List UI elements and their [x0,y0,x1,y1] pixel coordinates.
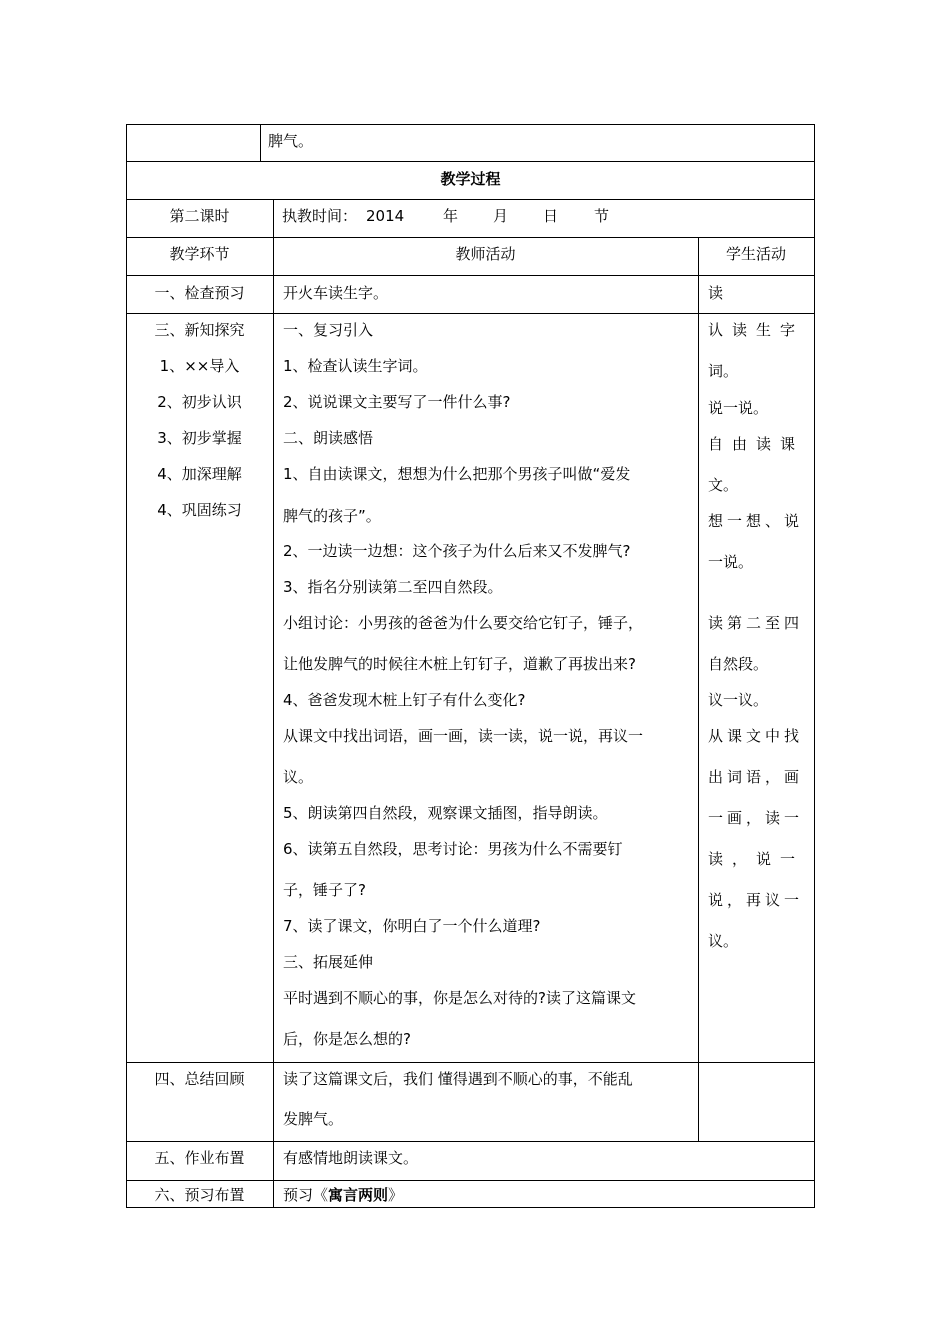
table-border [126,237,815,238]
table-border [126,1141,815,1142]
teacher-line: 三、拓展延伸 [283,953,374,971]
teacher-line: 脾气的孩子”。 [283,507,381,525]
row2-phase: 4、加深理解 [157,465,242,483]
row4-phase: 五、作业布置 [154,1149,245,1167]
row2-phase: 3、初步掌握 [157,429,242,447]
teacher-line: 发脾气。 [283,1110,344,1128]
student-line: 一说。 [708,553,754,571]
section-title: 教学过程 [440,170,501,188]
table-border [260,124,261,162]
preview-title: 寓言两则 [328,1186,389,1204]
table-border [126,124,815,125]
student-line: 自然段。 [708,655,769,673]
month-unit: 月 [493,207,509,225]
teacher-line: 2、说说课文主要写了一件什么事? [283,393,511,411]
teacher-line: 3、指名分别读第二至四自然段。 [283,578,503,596]
student-line: 认读生字 [708,321,805,339]
table-border [126,1207,815,1208]
day-unit: 日 [543,207,559,225]
preview-prefix: 预习《 [283,1186,329,1204]
lesson-label: 第二课时 [169,207,230,225]
year-unit: 年 [443,207,459,225]
header-teacher: 教师活动 [455,245,516,263]
student-line: 议。 [708,932,739,950]
header-phase: 教学环节 [169,245,230,263]
row1-student: 读 [708,284,724,302]
row2-phase: 2、初步认识 [157,393,242,411]
teacher-line: 读了这篇课文后，我们 懂得遇到不顺心的事，不能乱 [283,1070,633,1088]
teaching-time-label: 执教时间： [282,207,358,225]
header-student: 学生活动 [725,245,786,263]
student-line: 从课文中找 [708,727,804,745]
teacher-line: 5、朗读第四自然段，观察课文插图，指导朗读。 [283,804,608,822]
student-line: 说一说。 [708,399,769,417]
table-border [698,237,699,1142]
teacher-line: 让他发脾气的时候往木桩上钉钉子，道歉了再拔出来? [283,655,636,673]
table-border [126,161,815,162]
table-border [126,1180,815,1181]
teacher-line: 4、爸爸发现木桩上钉子有什么变化? [283,691,526,709]
student-line: 一画，读一 [708,809,804,827]
row2-phase: 4、巩固练习 [157,501,242,519]
table-border [273,199,274,1208]
row3-phase: 四、总结回顾 [154,1070,245,1088]
top-row-text: 脾气。 [268,132,314,150]
teaching-year: 2014 [366,207,405,225]
student-line: 读，说一 [708,850,805,868]
preview-suffix: 》 [388,1186,404,1204]
row5-teacher [283,1185,403,1205]
teacher-line: 2、一边读一边想：这个孩子为什么后来又不发脾气? [283,542,631,560]
teacher-line: 1、自由读课文，想想为什么把那个男孩子叫做“爱发 [283,465,631,483]
teacher-line: 从课文中找出词语，画一画，读一读，说一说，再议一 [283,727,644,745]
teacher-line: 6、读第五自然段，思考讨论：男孩为什么不需要钉 [283,840,623,858]
table-border [814,124,815,1208]
teacher-line: 后，你是怎么想的? [283,1030,411,1048]
teacher-line: 子，锤子了? [283,881,366,899]
student-line: 出词语，画 [708,768,804,786]
table-border [126,275,815,276]
row2-phase: 1、××导入 [159,357,240,375]
table-border [126,313,815,314]
student-line: 文。 [708,476,739,494]
row5-phase: 六、预习布置 [154,1186,245,1204]
row1-teacher: 开火车读生字。 [283,284,389,302]
student-line: 读第二至四 [708,614,804,632]
student-line: 自由读课 [708,435,805,453]
period-unit: 节 [594,207,610,225]
table-border [126,1062,815,1063]
row1-phase: 一、检查预习 [154,284,245,302]
teacher-line: 一、复习引入 [283,321,374,339]
student-line: 说，再议一 [708,891,804,909]
row4-teacher: 有感情地朗读课文。 [283,1149,419,1167]
teacher-line: 二、朗读感悟 [283,429,374,447]
student-line: 议一议。 [708,691,769,709]
teacher-line: 小组讨论：小男孩的爸爸为什么要交给它钉子，锤子， [283,614,644,632]
teacher-line: 7、读了课文，你明白了一个什么道理? [283,917,541,935]
student-line: 词。 [708,362,739,380]
teacher-line: 议。 [283,768,314,786]
student-line: 想一想、说 [708,512,804,530]
table-border [126,199,815,200]
teacher-line: 平时遇到不顺心的事，你是怎么对待的?读了这篇课文 [283,989,636,1007]
row2-phase: 三、新知探究 [154,321,245,339]
teacher-line: 1、检查认读生字词。 [283,357,428,375]
